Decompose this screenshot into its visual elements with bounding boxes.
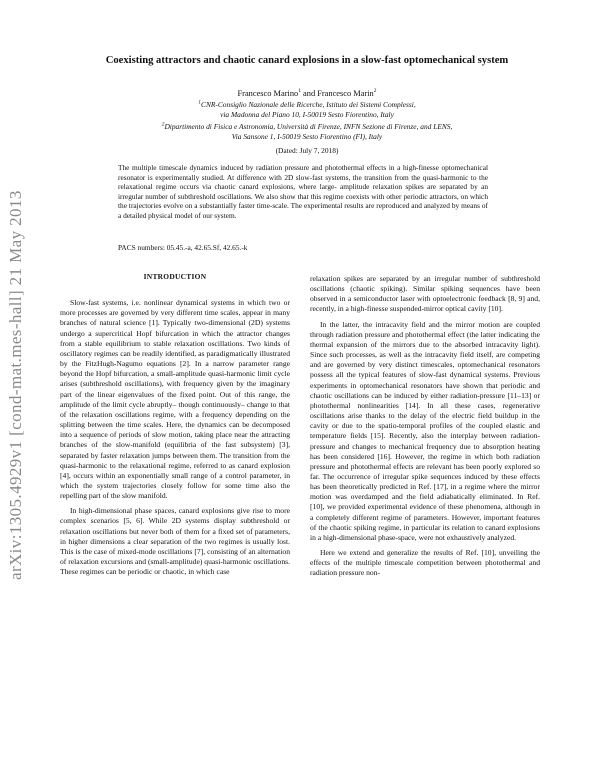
body-paragraph: Slow-fast systems, i.e. nonlinear dynamical systems in which two or more processes are governed by very different time scales, appear in many branches of natural science [1]. Typically two-dimensional (2D) systems undergo a supercritical Hopf bifurcation in which the attractor changes from a stable equilibrium to stable relaxation oscillations. Two kinds of oscillatory regimes can be readily identified, as paradigmatically illustrated by the FitzHugh-Nagumo equations [2]. In a narrow parameter range beyond the Hopf bifurcation, a small-amplitude quasi-harmonic limit cycle arises (subthreshold oscillations), with frequency given by the imaginary part of the linear eigenvalues of the fixed point. Out of this range, the amplitude of the limit cycle abruptly– though continuously– change to that of the relaxation oscillations regime, with a frequency depending on the splitting between the time scales. Here, the dynamics can be decomposed into a sequence of periods of slow motion, taking place near the attracting branches of the slow-manifold (equilibria of the fast subsystem) [3], separated by faster relaxation jumps between them. The transition from the quasi-harmonic to the relaxational regime, referred to as canard explosion [4], occurs within an exponentially small range of a control parameter, in which the system trajectories closely follow for some time also the repelling part of the slow manifold. bbox=[60, 298, 290, 501]
affiliation-1 bbox=[82, 100, 532, 120]
author-name: Francesco Marin bbox=[317, 89, 374, 98]
body-paragraph: In high-dimensional phase spaces, canard explosions give rise to more complex scenarios [5, 6]. While 2D systems display subthreshold or relaxation oscillations but never both of them for a fixed set of parameters, in higher dimensions a clear separation of the two regimes is usually lost. This is the case of mixed-mode oscillations [7], consisting of an alternation of relaxation excursions and (small-amplitude) quasi-harmonic oscillations. These regimes can be periodic or chaotic, in which case bbox=[60, 506, 290, 577]
paper-title: Coexisting attractors and chaotic canard explosions in a slow-fast optomechanical system bbox=[105, 55, 509, 66]
affiliation-mark: 1 bbox=[298, 88, 301, 95]
right-column bbox=[310, 274, 540, 584]
affiliation-mark: 2 bbox=[373, 88, 377, 95]
left-column bbox=[60, 272, 290, 582]
body-paragraph: Here we extend and generalize the results of Ref. [10], unveiling the effects of the multiple timescale competition between photothermal and radiation pressure non- bbox=[310, 548, 540, 578]
pacs-numbers: PACS numbers: 05.45.-a, 42.65.Sf, 42.65.-k bbox=[118, 243, 248, 252]
arxiv-identifier-stamp: arXiv:1305.4929v1 [cond-mat.mes-hall] 21 May 2013 bbox=[6, 190, 25, 580]
affiliation-2 bbox=[82, 122, 532, 142]
body-paragraph: relaxation spikes are separated by an irregular number of subthreshold oscillations (chaotic spiking). Similar spiking sequences have been observed in a semiconductor laser with optoelectronic feedback [8, 9] and, recently, in a high-finesse suspended-mirror optical cavity [10]. bbox=[310, 274, 540, 314]
abstract: The multiple timescale dynamics induced by radiation pressure and photothermal effects in a high-finesse optomechanical resonator is experimentally studied. At difference with 2D slow-fast systems, the transition from the quasi-harmonic to the relaxational regime occurs via chaotic canard explosions, where large- amplitude relaxation spikes are separated by an irregular number of subthreshold oscillations. We also show that this regime coexists with other periodic attractors, on which the trajectories evolve on a substantially faster time-scale. The experimental results are reproduced and analyzed by means of a detailed physical model of our system. bbox=[118, 163, 488, 220]
affiliation-text: Dipartimento di Fisica e Astronomia, Università di Firenze, INFN Sezione di Firenze, and LENS, bbox=[164, 122, 453, 131]
dated-line: (Dated: July 7, 2018) bbox=[275, 146, 339, 155]
body-paragraph: In the latter, the intracavity field and the mirror motion are coupled through radiation pressure and photothermal effect (the latter indicating the thermal expansion of the mirrors due to the absorbed intracavity light). Since such processes, as well as the intracavity field itself, are competing and are governed by very distinct timescales, optomechanical resonators possess all the typical features of slow-fast dynamical systems. Previous experiments in optomechanical resonators have shown that periodic and chaotic oscillations can be induced by either radiation-pressure [11–13] or photothermal nonlinearities [14]. In all these cases, regenerative oscillations arise thanks to the delay of the electric field buildup in the cavity or due to the spatio-temporal profiles of the coupled elastic and temperature fields [15]. Recently, also the interplay between radiation-pressure and changes to mechanical frequency due to absorption heating has been considered [16]. However, the regime in which both radiation pressure and photothermal effects are relevant has been poorly explored so far. The occurrence of irregular spike sequences induced by these effects has been theoretically predicted in Ref. [17], in a regime where the mirror motion was overdamped and the field adiabatically eliminated. In Ref. [10], we provided experimental evidence of these phenomena, although in a completely different regime of parameters. However, important features of the chaotic spiking regime, in particular its relation to canard explosions in a high-dimensional phase-space, were not exhaustively analyzed. bbox=[310, 319, 540, 542]
section-heading: INTRODUCTION bbox=[143, 272, 207, 281]
affiliation-address: Via Sansone 1, I-50019 Sesto Fiorentino (FI), Italy bbox=[231, 132, 383, 141]
affiliation-mark: 1 bbox=[198, 99, 202, 106]
affiliation-address: via Madonna del Piano 10, I-50019 Sesto Fiorentino, Italy bbox=[220, 110, 394, 119]
author-name: Francesco Marino bbox=[237, 89, 299, 98]
affiliation-mark: 2 bbox=[161, 121, 165, 128]
affiliation-text: CNR-Consiglio Nazionale delle Ricerche, Istituto dei Sistemi Complessi, bbox=[201, 100, 416, 109]
author-connector: and bbox=[303, 89, 316, 98]
author-line bbox=[72, 88, 542, 99]
